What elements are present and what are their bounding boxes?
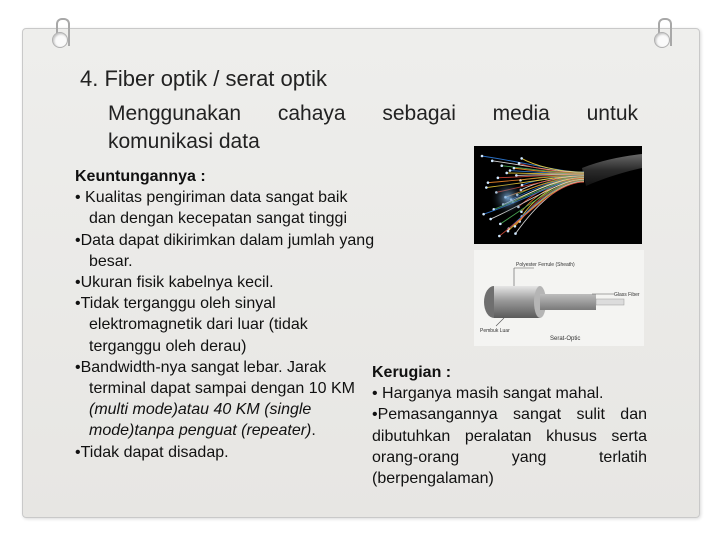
advantage-italic: (multi mode) — [89, 401, 178, 419]
fiber-bundle-illustration — [474, 146, 642, 244]
fiber-tip — [489, 218, 492, 221]
disadvantages-section — [372, 362, 647, 489]
advantage-item: • Kualitas pengiriman data sangat baik dan dengan kecepatan sangat tinggi — [75, 189, 348, 228]
fiber-tip — [505, 172, 508, 175]
cable-diagram-image — [474, 250, 644, 346]
fiber-tip — [499, 223, 502, 226]
advantage-item: •Tidak dapat disadap. — [75, 443, 229, 461]
fiber-tip — [487, 181, 490, 184]
fiber-tip — [481, 155, 484, 158]
diagram-label-bottom: Serat-Optic — [550, 336, 581, 342]
fiber-tip — [520, 157, 523, 160]
disadvantage-item: • Harganya masih sangat mahal. — [372, 385, 604, 403]
advantage-text: •Bandwidth-nya sangat lebar. Jarak terminal dapat sampai dengan 10 KM — [75, 358, 355, 398]
advantages-section — [75, 166, 375, 463]
advantage-italic: atau 40 KM — [177, 401, 265, 419]
fiber-tip — [514, 232, 517, 235]
fiber-tip — [515, 174, 518, 177]
binder-hole-icon — [654, 32, 670, 48]
fiber-tip — [485, 186, 488, 189]
slide-title: 4. Fiber optik / serat optik — [80, 66, 327, 91]
advantage-italic: (single mode) — [89, 401, 312, 440]
advantage-item: •Data dapat dikirimkan dalam jumlah yang besar. — [75, 231, 375, 270]
advantage-italic: (repeater) — [241, 422, 312, 440]
binder-hole-icon — [52, 32, 68, 48]
advantage-item: •Tidak terganggu oleh sinyal elektromagnetik dari luar (tidak terganggu oleh derau) — [75, 295, 308, 355]
advantage-item: •Ukuran fisik kabelnya kecil. — [75, 274, 274, 292]
fiber-tip — [513, 167, 516, 170]
fiber-tip — [497, 177, 500, 180]
advantages-heading: Keuntungannya : — [75, 168, 206, 185]
fiber-tip — [491, 160, 494, 163]
disadvantages-heading: Kerugian : — [372, 364, 452, 381]
cable-diagram-illustration — [474, 250, 644, 346]
diagram-label-left: Pembuk Luar — [480, 328, 510, 334]
advantage-text: . — [311, 422, 316, 440]
fiber-bundle-image — [474, 146, 642, 244]
advantage-italic: tanpa penguat — [134, 422, 242, 440]
fiber-tip — [509, 169, 512, 172]
intro-line-2: komunikasi data — [108, 130, 260, 153]
fiber-tip — [500, 164, 503, 167]
fiber-tip — [482, 213, 485, 216]
intro-line-1: Menggunakan cahaya sebagai media untuk — [108, 102, 638, 125]
fiber-tip — [518, 162, 521, 165]
disadvantage-item: •Pemasangannya sangat sulit dan dibutuhkan peralatan khusus serta orang-orang yang terlatih (berpengalaman) — [372, 406, 647, 488]
diagram-label-mid: Glass Fiber — [614, 292, 640, 298]
advantage-item — [75, 357, 375, 442]
fiber-tip — [498, 235, 501, 238]
diagram-label-top: Polyester Ferrule (Sheath) — [516, 262, 575, 268]
